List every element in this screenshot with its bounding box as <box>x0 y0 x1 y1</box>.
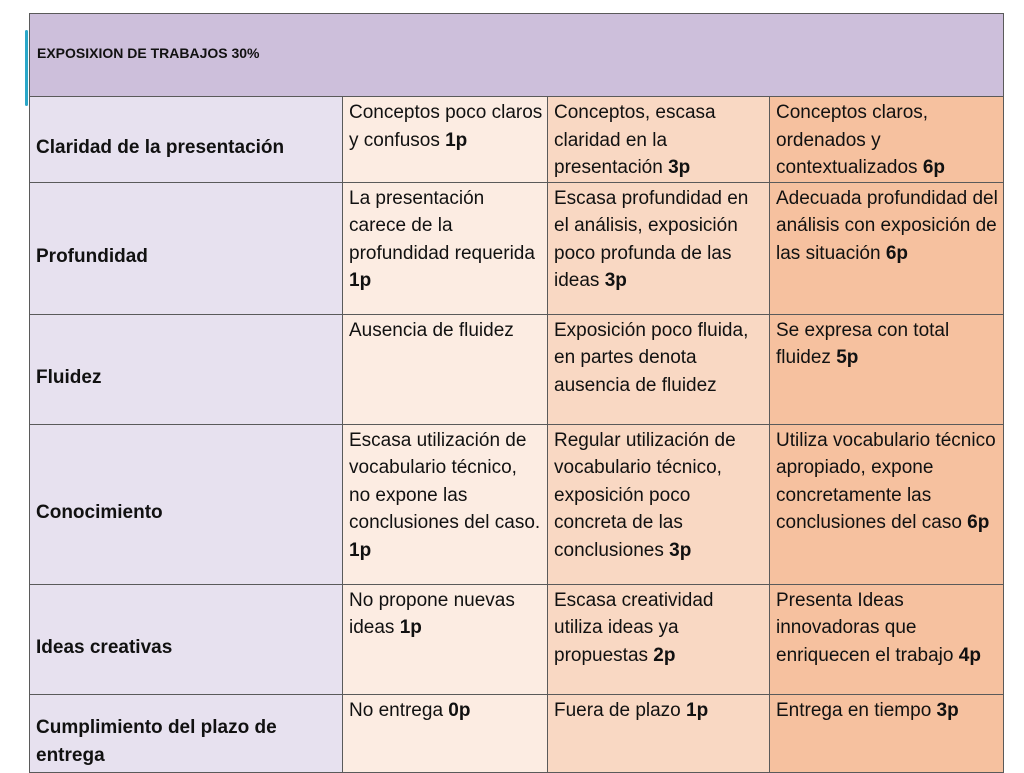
level-cell-mid <box>548 314 770 424</box>
level-points: 1p <box>686 699 709 721</box>
level-cell-low <box>343 584 548 694</box>
level-points: 5p <box>836 347 859 368</box>
level-points: 4p <box>958 644 981 666</box>
table-row <box>30 182 1004 314</box>
level-cell-high <box>770 584 1004 694</box>
table-row <box>30 314 1004 424</box>
level-text: No entrega <box>349 699 449 721</box>
level-text: Escasa profundidad en el análisis, exposición poco profunda de las ideas <box>554 187 749 291</box>
level-points: 6p <box>885 242 909 264</box>
criterion-cell: Ideas creativas <box>30 584 343 694</box>
table-row <box>30 694 1004 772</box>
level-cell-high <box>770 314 1004 424</box>
level-points: 3p <box>668 157 691 178</box>
level-text: La presentación carece de la profundidad requerida <box>349 187 535 264</box>
level-cell-high <box>770 424 1004 584</box>
table-row <box>30 97 1004 183</box>
level-points: 3p <box>604 270 627 291</box>
criterion-cell: Cumplimiento del plazo de entrega <box>30 694 343 772</box>
level-cell-mid <box>548 584 770 694</box>
level-cell-low <box>343 424 548 584</box>
level-points: 1p <box>399 617 422 638</box>
level-cell-low <box>343 694 548 772</box>
level-text: Escasa creatividad utiliza ideas ya propuestas <box>554 589 714 666</box>
level-points: 1p <box>349 539 372 561</box>
level-points: 3p <box>669 539 692 561</box>
level-text: Adecuada profundidad del análisis con exposición de las situación <box>776 187 998 264</box>
table-row <box>30 424 1004 584</box>
level-points: 2p <box>653 644 676 666</box>
rubric-table <box>29 13 1004 773</box>
criterion-cell: Fluidez <box>30 314 343 424</box>
level-text: Utiliza vocabulario técnico apropiado, expone concretamente las conclusiones del caso <box>776 429 996 533</box>
level-text: Conceptos, escasa claridad en la presentación <box>554 102 716 178</box>
level-text: No propone nuevas ideas <box>349 589 515 638</box>
criterion-cell: Conocimiento <box>30 424 343 584</box>
level-cell-low <box>343 182 548 314</box>
level-text: Conceptos claros, ordenados y contextualizados <box>776 102 929 178</box>
slide-accent-bar <box>25 30 28 106</box>
level-points: 6p <box>967 512 990 533</box>
level-text: Se expresa con total fluidez <box>776 319 950 368</box>
level-text: Exposición poco fluida, en partes denota ausencia de fluidez <box>554 319 749 396</box>
level-text: Presenta Ideas innovadoras que enriquecen el trabajo <box>776 589 959 666</box>
level-points: 0p <box>448 699 471 721</box>
table-title-row <box>30 14 1004 97</box>
level-cell-high <box>770 694 1004 772</box>
level-cell-mid <box>548 97 770 183</box>
table-row <box>30 584 1004 694</box>
level-cell-mid <box>548 424 770 584</box>
level-cell-high <box>770 97 1004 183</box>
level-text: Conceptos poco claros y confusos <box>349 102 543 151</box>
level-points: 3p <box>936 699 959 721</box>
level-points: 1p <box>349 270 372 291</box>
level-text: Entrega en tiempo <box>776 699 937 721</box>
level-points: 1p <box>445 129 468 151</box>
criterion-cell: Claridad de la presentación <box>30 97 343 183</box>
level-text: Regular utilización de vocabulario técnico, exposición poco concreta de las conclusiones <box>554 429 736 561</box>
level-cell-low <box>343 97 548 183</box>
table-title: EXPOSIXION DE TRABAJOS 30% <box>30 14 1004 97</box>
level-cell-mid <box>548 182 770 314</box>
level-cell-low <box>343 314 548 424</box>
level-text: Fuera de plazo <box>554 699 687 721</box>
criterion-cell: Profundidad <box>30 182 343 314</box>
level-text: Escasa utilización de vocabulario técnico, no expone las conclusiones del caso. <box>349 429 541 533</box>
level-points: 6p <box>922 157 946 178</box>
level-cell-high <box>770 182 1004 314</box>
level-text: Ausencia de fluidez <box>349 319 514 341</box>
level-cell-mid <box>548 694 770 772</box>
